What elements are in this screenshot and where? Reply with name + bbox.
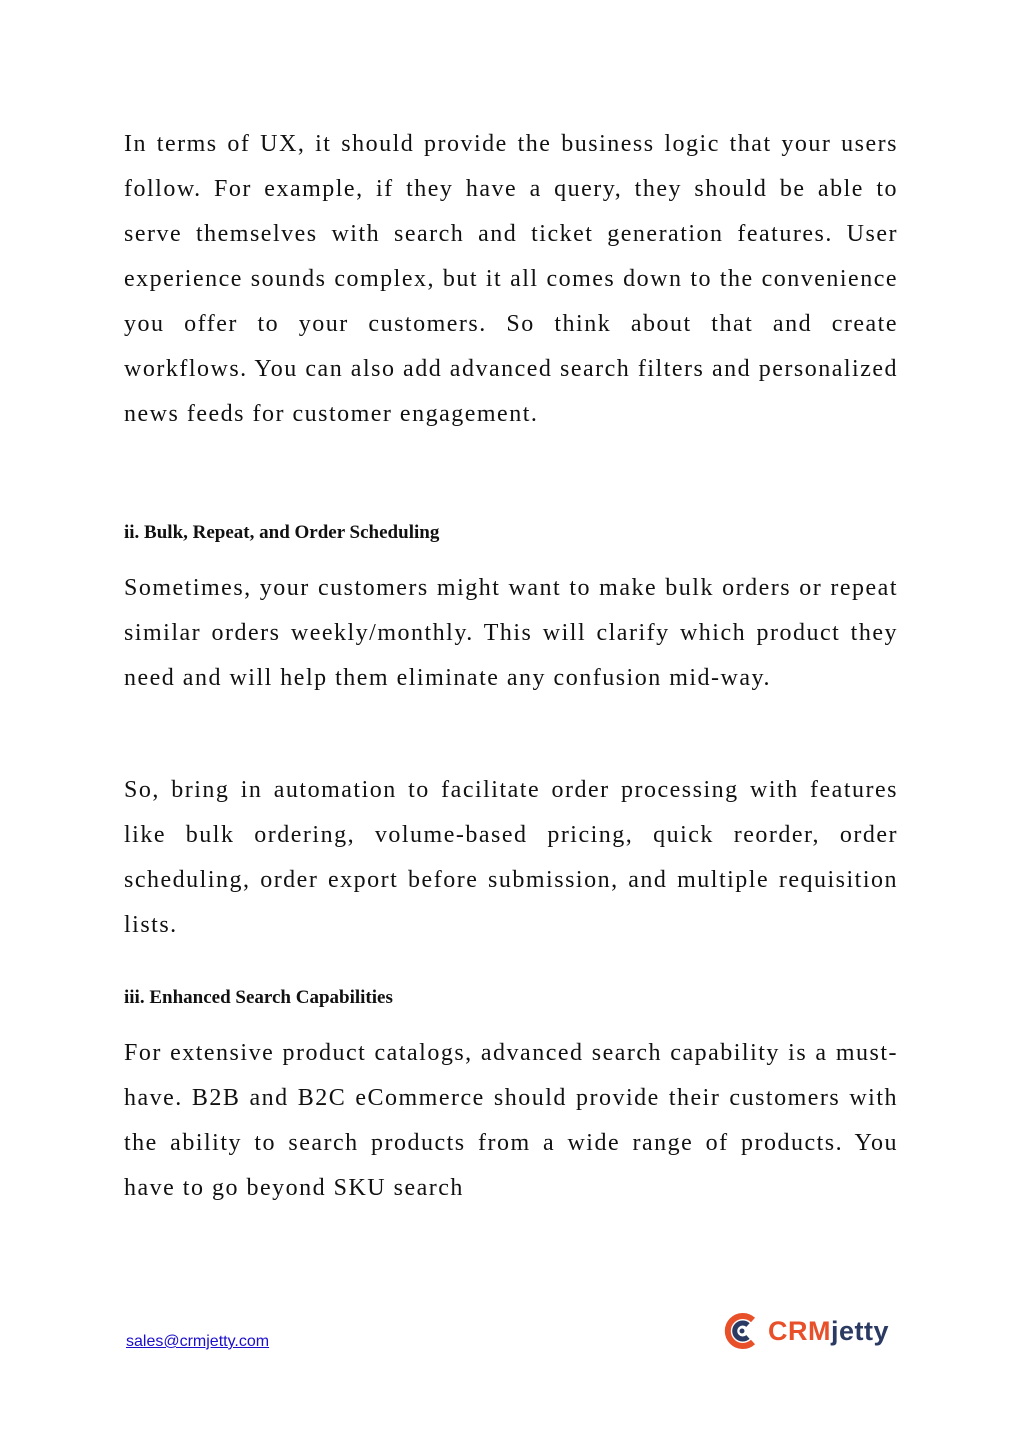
logo-text-jetty: jetty <box>831 1315 890 1346</box>
crmjetty-logo <box>722 1309 889 1353</box>
logo-wordmark <box>768 1316 889 1347</box>
paragraph-bulk-orders: Sometimes, your customers might want to make bulk orders or repeat similar orders weekly/monthly. This will clarify which product they need and will help them eliminate any confusion mid-way. <box>124 575 898 691</box>
footer-email-link[interactable]: sales@crmjetty.com <box>126 1333 270 1350</box>
heading-bulk-repeat-order-scheduling: ii. Bulk, Repeat, and Order Scheduling <box>124 522 440 543</box>
heading-enhanced-search: iii. Enhanced Search Capabilities <box>124 987 393 1008</box>
crmjetty-logo-icon <box>722 1311 762 1351</box>
paragraph-search-capability: For extensive product catalogs, advanced search capability is a must-have. B2B and B2C eCommerce should provide their customers with the ability to search products from a wide range of products. You have to go beyond SKU search <box>124 1040 898 1201</box>
paragraph-ux: In terms of UX, it should provide the business logic that your users follow. For example, if they have a query, they should be able to serve themselves with search and ticket generation features. User experience sounds complex, but it all comes down to the convenience you offer to your customers. So think about that and create workflows. You can also add advanced search filters and personalized news feeds for customer engagement. <box>124 131 898 427</box>
logo-text-crm: CRM <box>768 1315 831 1346</box>
paragraph-order-automation: So, bring in automation to facilitate order processing with features like bulk ordering, volume-based pricing, quick reorder, order scheduling, order export before submission, and multiple requisition lists. <box>124 777 898 938</box>
